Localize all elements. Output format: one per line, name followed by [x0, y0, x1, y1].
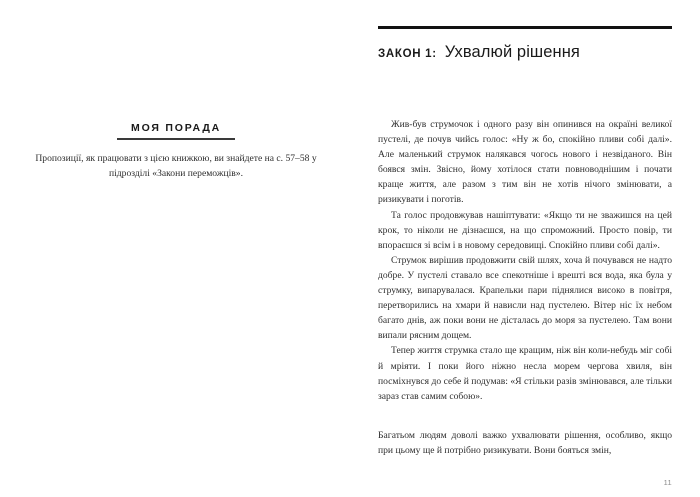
paragraph: Багатьом людям доволі важко ухвалювати рішення, особливо, якщо при цьому ще й потрібно ризикувати. Вони бояться змін,: [378, 430, 672, 457]
advice-box: [18, 118, 334, 181]
main-text-block: [378, 117, 672, 404]
advice-underline: [117, 138, 235, 140]
paragraph: Тепер життя струмка стало ще кращим, ніж він коли-небудь міг собі й мріяти. І поки його ніжно несла морем чергова хвиля, він посміхнувся до себе й подумав: «Я стільки разів змінювався, але тільки зараз став самим собою».: [378, 345, 672, 402]
paragraph: Жив-був струмочок і одного разу він опинився на окраїні великої пустелі, де почув чийсь голос: «Ну ж бо, спокійно пливи собі далі». Але маленький струмок налякався чогось нового і незвіданого. Він боявся змін. Звісно, йому хотілося стати повноводнішим і почати краще життя, але разом з тим він не хотів нічого змінювати, а ризикувати і поготів.: [378, 119, 672, 206]
advice-text: Пропозиції, як працювати з цією книжкою, ви знайдете на с. 57–58 у підрозділі «Закони переможців».: [35, 152, 317, 179]
chapter-header: [378, 26, 672, 62]
page-number: 11: [663, 478, 672, 487]
advice-title-wrap: [18, 118, 334, 138]
paragraph: Та голос продовжував нашіптувати: «Якщо ти не зважишся на цей крок, то ніколи не дізнаєшся, на що спроможний. Просто повір, ти впораєшся зі всім і в новому середовищі. Спокійно пливи собі далі».: [378, 209, 672, 251]
chapter-rule: [378, 26, 672, 29]
main-text-block-continued: [378, 428, 672, 458]
chapter-title: Ухвалюй рішення: [444, 43, 580, 61]
paragraph: Струмок вирішив продовжити свій шлях, хоча й почувався не надто добре. У пустелі ставало все спекотніше і врешті вся вода, яка була у струмку, випарувалася. Крапельки пари піднялися високо в повітря, перетворились на хмари й нависли над пустелею. Вітер ніс їх небом багато днів, аж поки вони не дісталась до моря за пустелею. Там вони випали рясним дощем.: [378, 254, 672, 342]
advice-title: МОЯ ПОРАДА: [131, 122, 221, 134]
chapter-label: ЗАКОН 1:: [378, 48, 437, 60]
chapter-heading: [378, 43, 672, 62]
